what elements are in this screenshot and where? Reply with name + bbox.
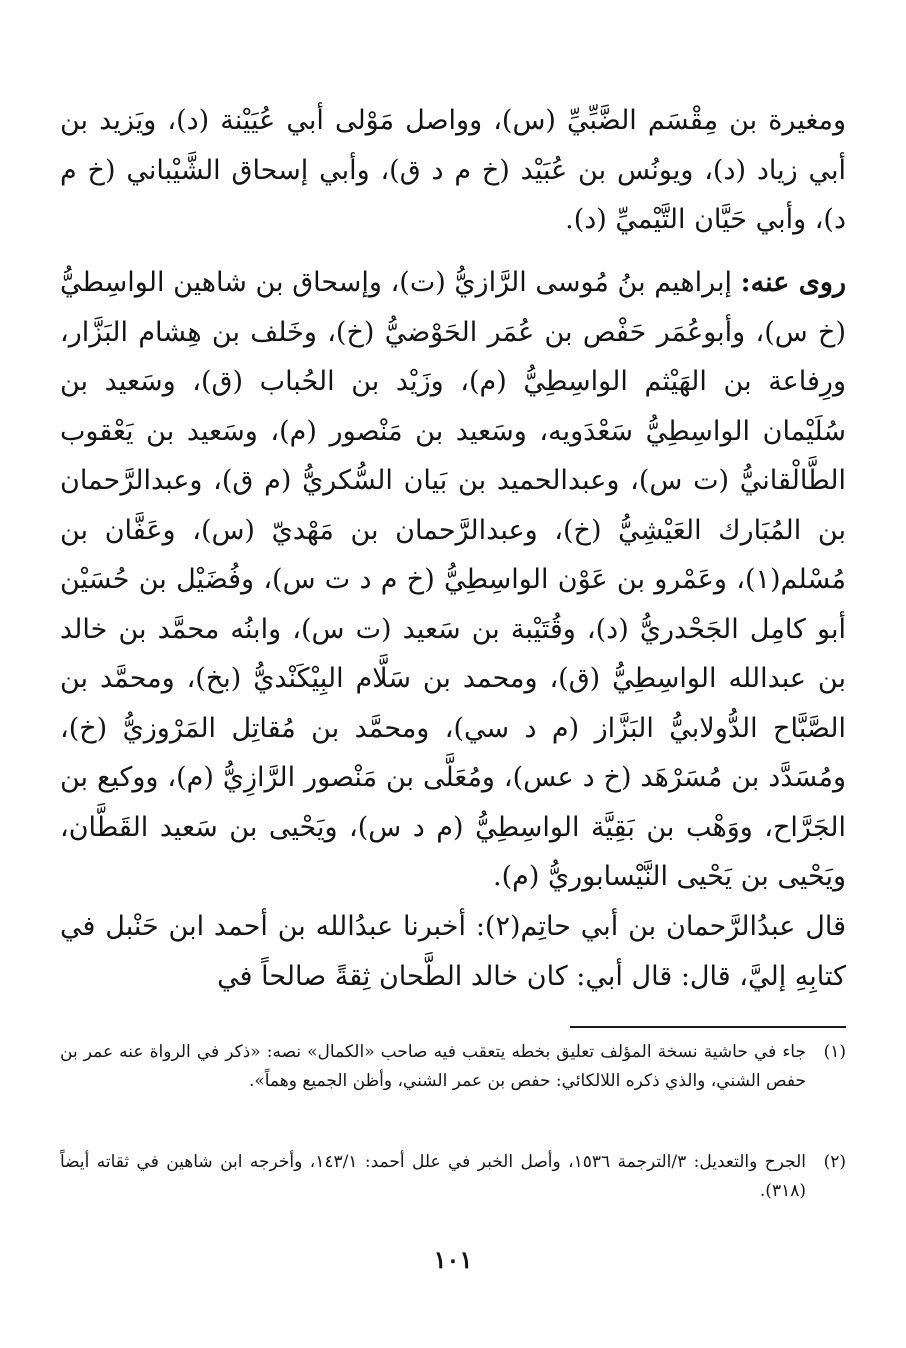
- paragraph-quote: [60, 902, 846, 1001]
- footnote-number: (٢): [823, 1152, 846, 1172]
- paragraph-text: ومغيرة بن مِقْسَم الضَّبِّيِّ (س)، وواصل مَوْلى أبي عُيَيْنة (د)، ويَزيد بن أبي زياد (د)، ويونُس بن عُبَيْد (خ م د ق)، وأبي إسحاق الشَّيْباني (خ م د)، وأبي حَيَّان التَّيْميِّ (د).: [60, 105, 846, 235]
- footnote-divider: [570, 1026, 846, 1028]
- footnote-text: الجرح والتعديل: ٣/الترجمة ١٥٣٦، وأصل الخبر في علل أحمد: ١٤٣/١، وأخرجه ابن شاهين في ثقاته أيضاً (٣١٨).: [60, 1152, 806, 1201]
- footnote-2: [60, 1148, 846, 1206]
- footnote-text: جاء في حاشية نسخة المؤلف تعليق بخطه يتعقب فيه صاحب «الكمال» نصه: «ذكر في الرواة عنه عمر بن حفص الشني، والذي ذكره اللالكائي: حفص بن عمر الشني، وأظن الجميع وهماً».: [60, 1042, 806, 1091]
- footnote-1: [60, 1038, 846, 1096]
- footnote-number: (١): [823, 1042, 846, 1062]
- paragraph-narrators-from: [60, 96, 846, 245]
- paragraph-text: قال عبدُالرَّحمان بن أبي حاتِم(٢): أخبرنا عبدُالله بن أحمد ابن حَنْبل في كتابِهِ إليَّ، قال: قال أبي: كان خالد الطَّحان ثِقةً صالحاً في: [60, 911, 846, 992]
- paragraph-text: إبراهيم بنُ مُوسى الرَّازيُّ (ت)، وإسحاق بن شاهين الواسِطيُّ (خ س)، وأبوعُمَر حَفْص بن عُمَر الحَوْضيُّ (خ)، وخَلف بن هِشام البَزَّار، ورِفاعة بن الهَيْثم الواسِطِيُّ (م)، وزَيْد بن الحُباب (ق)، وسَعيد بن سُلَيْمان الواسِطِيُّ سَعْدَويه، وسَعيد بن مَنْصور (م)، وسَعيد بن يَعْقوب الطَّالْقانيُّ (ت س)، وعبدالحميد بن بَيان السُّكريُّ (م ق)، وعبدالرَّحمان بن المُبَارك العَيْشِيُّ (خ)، وعبدالرَّحمان بن مَهْديّ (س)، وعَفَّان بن مُسْلم(١)، وعَمْرو بن عَوْن الواسِطِيُّ (خ م د ت س)، وفُضَيْل بن حُسَيْن أبو كامِل الجَحْدريُّ (د)، وقُتَيْبة بن سَعيد (ت س)، وابنُه محمَّد بن خالد بن عبدالله الواسِطِيُّ (ق)، ومحمد بن سَلَّام البِيْكَنْديُّ (بخ)، ومحمَّد بن الصَّبَّاح الدُّولابيُّ البَزَّاز (م د سي)، ومحمَّد بن مُقاتِل المَرْوزيُّ (خ)، ومُسَدَّد بن مُسَرْهَد (خ د عس)، ومُعَلَّى بن مَنْصور الرَّازِيُّ (م)، ووكيع بن الجَرَّاح، ووَهْب بن بَقِيَّة الواسِطِيُّ (م د س)، ويَحْيى بن سَعيد القَطَّان، ويَحْيى بن يَحْيى النَّيْسابوريُّ (م).: [60, 267, 846, 892]
- paragraph-narrated-by: [60, 258, 846, 902]
- page-number: ١٠١: [433, 1245, 473, 1274]
- lead-label: روى عنه:: [740, 267, 846, 298]
